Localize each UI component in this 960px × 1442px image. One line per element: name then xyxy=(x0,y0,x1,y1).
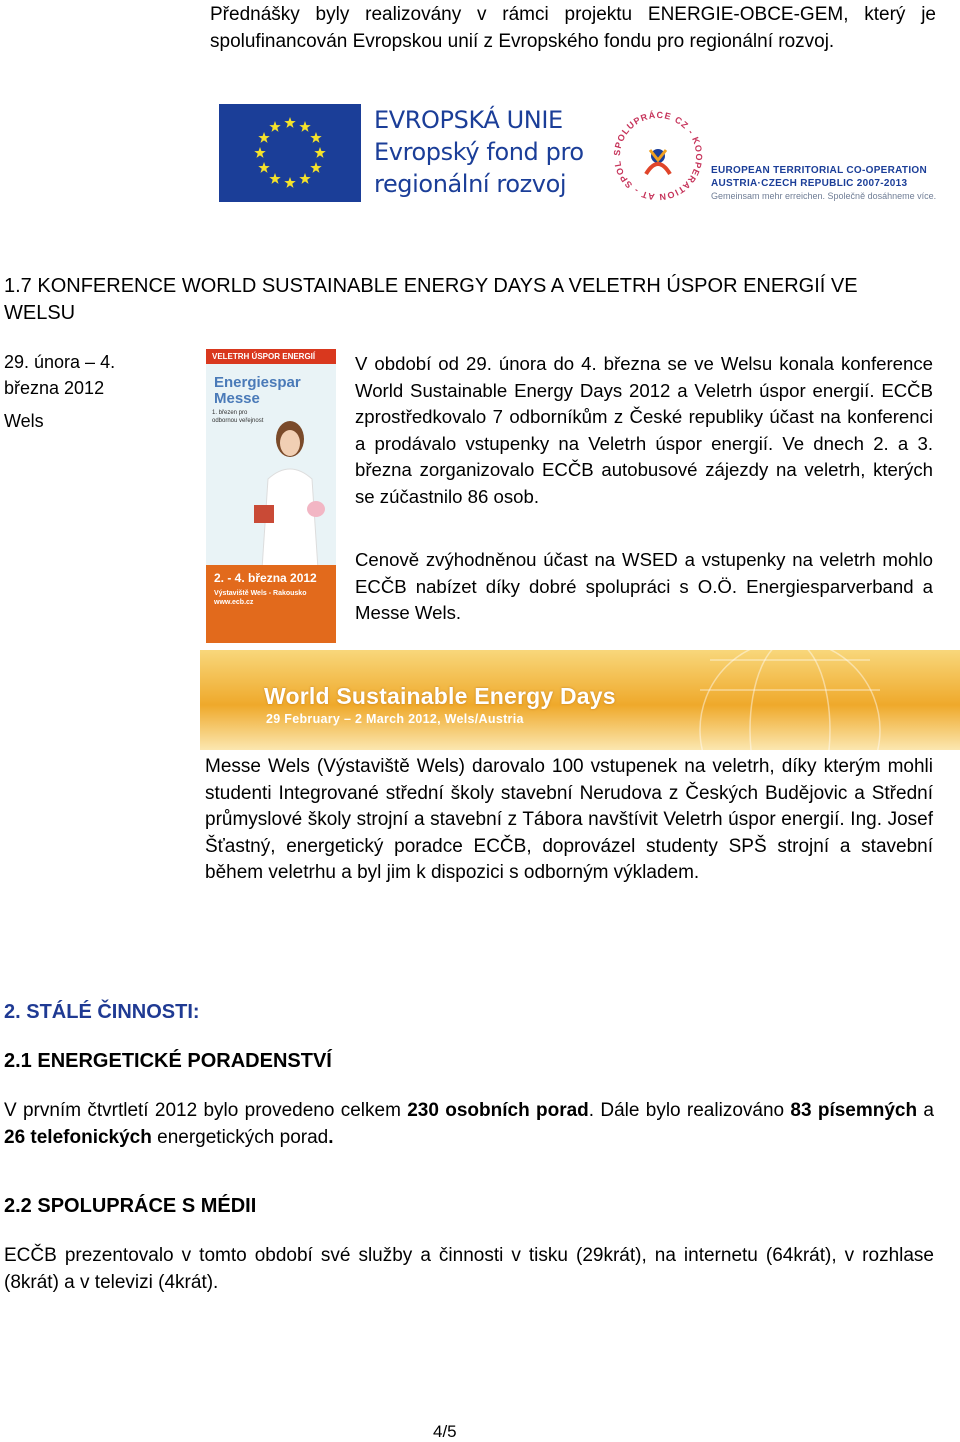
section-2-2-paragraph: ECČB prezentovalo v tomto období své služby a činnosti v tisku (29krát), na internetu (64krát), v rozhlase (8krát) a v televizi (4krát). xyxy=(4,1245,934,1293)
banner-title: World Sustainable Energy Days xyxy=(264,683,616,709)
eu-star-icon xyxy=(284,117,295,128)
section-2-1-paragraph xyxy=(4,1098,934,1151)
poster-subtitle: 1. březen pro odbornou veřejnost xyxy=(212,410,264,424)
eu-logo-line3: regionální rozvoj xyxy=(374,170,567,198)
wsed-banner xyxy=(200,650,960,750)
eu-star-icon xyxy=(310,162,321,173)
poster-brand-line2: Messe xyxy=(214,390,260,407)
eu-logo-line1: EVROPSKÁ UNIE xyxy=(374,106,563,134)
event-place: Wels xyxy=(4,411,44,431)
section-2-title-text: 2. STÁLÉ ČINNOSTI: xyxy=(4,1001,200,1023)
section-1-7-paragraph-2: Cenově zvýhodněnou účast na WSED a vstupenky na veletrh mohlo ECČB nabízet díky dobré spolupráci s O.Ö. Energiesparverband a Messe Wels. xyxy=(355,549,933,623)
etc-cooperation-logo xyxy=(606,104,710,208)
energiespar-messe-poster xyxy=(206,349,336,643)
s21-text-3: a xyxy=(917,1100,934,1121)
s21-bold-1: 230 osobních porad xyxy=(407,1100,589,1121)
poster-place xyxy=(214,589,306,607)
eu-logo-line2: Evropský fond pro xyxy=(374,138,584,166)
etc-line1: EUROPEAN TERRITORIAL CO-OPERATION xyxy=(711,165,928,176)
eu-star-icon xyxy=(310,132,321,143)
section-2-title xyxy=(4,999,200,1026)
intro-paragraph: Přednášky byly realizovány v rámci projektu ENERGIE-OBCE-GEM, který je spolufinancován Evropskou unií z Evropského fondu pro regionální rozvoj. xyxy=(210,4,936,52)
poster-dates: 2. - 4. března 2012 xyxy=(214,571,317,585)
eu-star-icon xyxy=(269,173,280,184)
eu-flag-logo xyxy=(219,104,361,202)
eu-star-icon xyxy=(258,132,269,143)
etc-ring-text: SPOLUPRÁCE CZ - KOOPERATION AT - SPOL xyxy=(611,109,705,203)
etc-line3: Gemeinsam mehr erreichen. Společně dosáhneme více. xyxy=(711,191,937,201)
eu-star-icon xyxy=(299,173,310,184)
section-2-1-title: 2.1 ENERGETICKÉ PORADENSTVÍ xyxy=(4,1050,332,1072)
etc-line2: AUSTRIA·CZECH REPUBLIC 2007-2013 xyxy=(711,178,908,189)
poster-top-label: VELETRH ÚSPOR ENERGIÍ xyxy=(206,349,336,364)
s21-text-1: V prvním čtvrtletí 2012 bylo provedeno celkem xyxy=(4,1100,408,1121)
poster-brand xyxy=(214,375,301,407)
s21-text-4: energetických porad xyxy=(151,1126,329,1148)
eu-star-icon xyxy=(269,121,280,132)
poster-place-line2: www.ecb.cz xyxy=(214,599,254,606)
eu-star-icon xyxy=(258,162,269,173)
eu-star-icon xyxy=(254,147,265,158)
section-2-2-title: 2.2 SPOLUPRÁCE S MÉDII xyxy=(4,1195,257,1217)
event-date: 29. února – 4. března 2012 xyxy=(4,352,116,398)
poster-brand-line1: Energiespar xyxy=(214,374,301,391)
s21-text-2: . Dále bylo realizováno xyxy=(588,1100,791,1121)
s21-bold-2: 83 písemných xyxy=(790,1100,918,1121)
s21-bold-3: 26 telefonických xyxy=(4,1126,152,1148)
poster-place-line1: Výstaviště Wels - Rakousko xyxy=(214,590,307,597)
banner-subtitle: 29 February – 2 March 2012, Wels/Austria xyxy=(266,712,524,726)
section-1-7-paragraph-1: V období od 29. února do 4. března se ve Welsu konala konference World Sustainable Energy Days 2012 a Veletrh úspor energií. ECČB zprostředkovalo 7 odborníkům z České republiky účast na konferenci a prodávalo vstupenky na Veletrh úspor energií. Ve dnech 2. a 3. března zorganizovalo ECČB autobusové zájezdy na veletrh, kterých se zúčastnilo 86 osob. xyxy=(355,353,933,507)
s21-bold-4: . xyxy=(328,1126,334,1148)
section-1-7-paragraph-3: Messe Wels (Výstaviště Wels) darovalo 100 vstupenek na veletrh, díky kterým mohli studenti Integrované střední školy stavební Nerudova z Českých Budějovic a Střední průmyslové školy strojní a stavební z Tábora navštívit Veletrh úspor energií. Ing. Josef Šťastný, energetický poradce ECČB, doprovázel studenty SPŠ strojní a stavební během veletrhu a byl jim k dispozici s odborným výkladem. xyxy=(205,756,933,883)
eu-star-icon xyxy=(299,121,310,132)
eu-star-icon xyxy=(284,177,295,188)
section-1-7-title: 1.7 KONFERENCE WORLD SUSTAINABLE ENERGY DAYS A VELETRH ÚSPOR ENERGIÍ VE WELSU xyxy=(4,275,858,324)
page-number: 4/5 xyxy=(433,1422,457,1441)
eu-logo-text xyxy=(374,104,584,200)
eu-star-icon xyxy=(314,147,325,158)
